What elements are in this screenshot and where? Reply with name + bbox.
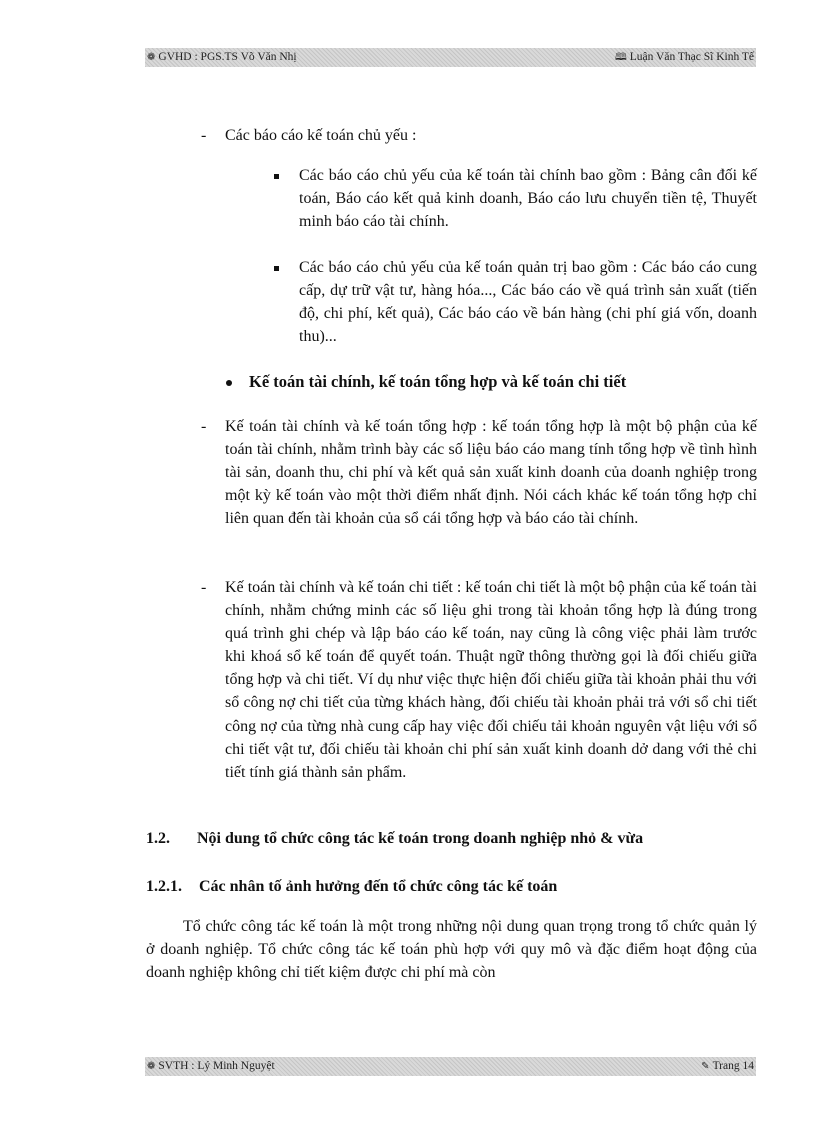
pencil-icon: ✎ [701, 1061, 710, 1072]
subsection-heading: Các nhân tố ảnh hưởng đến tổ chức công tác kế toán [199, 878, 558, 895]
body-paragraph: Tổ chức công tác kế toán là một trong những nội dung quan trọng trong tổ chức quản lý ở doanh nghiệp. Tổ chức công tác kế toán phù hợp với quy mô và đặc điểm hoạt động của doanh nghiệp không chỉ tiết kiệm được chi phí mà còn [146, 918, 757, 982]
detailed-accounting-paragraph: Kế toán tài chính và kế toán chi tiết : kế toán chi tiết là một bộ phận của kế toán tài chính, nhằm chứng minh các số liệu ghi trong tài khoản tổng hợp là đúng trong quá trình ghi chép và lập báo cáo kế toán, nay cũng là công việc phải làm trước khi khoá sổ kế toán để quyết toán. Thuật ngữ thông thường gọi là đối chiếu giữa tổng hợp và chi tiết. Ví dụ như việc thực hiện đối chiếu giữa tài khoản phải thu với sổ công nợ chi tiết của từng khách hàng, đối chiếu tài khoản phải trả với sổ chi tiết công nợ của từng nhà cung cấp hay việc đối chiếu tải khoản nguyên vật liệu với sổ chi tiết vật tư, đối chiếu tài khoản chi phí sản xuất kinh doanh dở dang với thẻ chi tiết tính giá thành sản phẩm. [225, 579, 757, 781]
page-header [145, 48, 756, 67]
report-list-intro: Các báo cáo kế toán chủ yếu : [225, 127, 417, 144]
round-bullet-icon [226, 380, 232, 386]
dash-marker: - [201, 418, 207, 435]
header-supervisor [147, 48, 297, 67]
dash-marker: - [201, 127, 207, 144]
flower-icon: ❁ [147, 1061, 156, 1072]
header-thesis-title [615, 48, 754, 67]
header-supervisor-text: GVHD : PGS.TS Võ Văn Nhị [158, 51, 297, 63]
footer-student [147, 1057, 275, 1076]
footer-page-number [701, 1057, 754, 1076]
page-footer [145, 1057, 756, 1076]
book-icon: 🕮 [614, 52, 627, 63]
general-accounting-paragraph: Kế toán tài chính và kế toán tổng hợp : kế toán tổng hợp là một bộ phận của kế toán tài chính, nhằm trình bày các số liệu báo cáo mang tính tổng hợp về tình hình tài sản, doanh thu, chi phí và kết quả sản xuất kinh doanh của doanh nghiệp trong một kỳ kế toán vào một thời điểm nhất định. Nói cách khác kế toán tổng hợp chỉ liên quan đến tài khoản của sổ cái tổng hợp và báo cáo tài chính. [225, 418, 757, 528]
footer-page-number-text: Trang 14 [712, 1060, 754, 1072]
accounting-types-heading: Kế toán tài chính, kế toán tổng hợp và kế toán chi tiết [249, 372, 627, 391]
section-heading: Nội dung tổ chức công tác kế toán trong doanh nghiệp nhỏ & vừa [197, 830, 644, 847]
subsection-number: 1.2.1. [146, 878, 182, 895]
section-number: 1.2. [146, 830, 170, 847]
flower-icon: ❁ [147, 52, 156, 63]
square-bullet-icon [274, 174, 279, 179]
footer-student-text: SVTH : Lý Minh Nguyệt [158, 1060, 275, 1072]
header-thesis-title-text: Luận Văn Thạc Sĩ Kinh Tế [629, 51, 754, 63]
management-reports-item: Các báo cáo chủ yếu của kế toán quản trị bao gồm : Các báo cáo cung cấp, dự trữ vật tư, hàng hóa..., Các báo cáo về quá trình sản xuất (tiến độ, chi phí, kết quả), Các báo cáo về bán hàng (chi phí giá vốn, doanh thu)... [299, 259, 757, 346]
financial-reports-item: Các báo cáo chủ yếu của kế toán tài chính bao gồm : Bảng cân đối kế toán, Báo cáo kết quả kinh doanh, Báo cáo lưu chuyển tiền tệ, Thuyết minh báo cáo tài chính. [299, 167, 757, 231]
square-bullet-icon [274, 266, 279, 271]
dash-marker: - [201, 579, 207, 596]
